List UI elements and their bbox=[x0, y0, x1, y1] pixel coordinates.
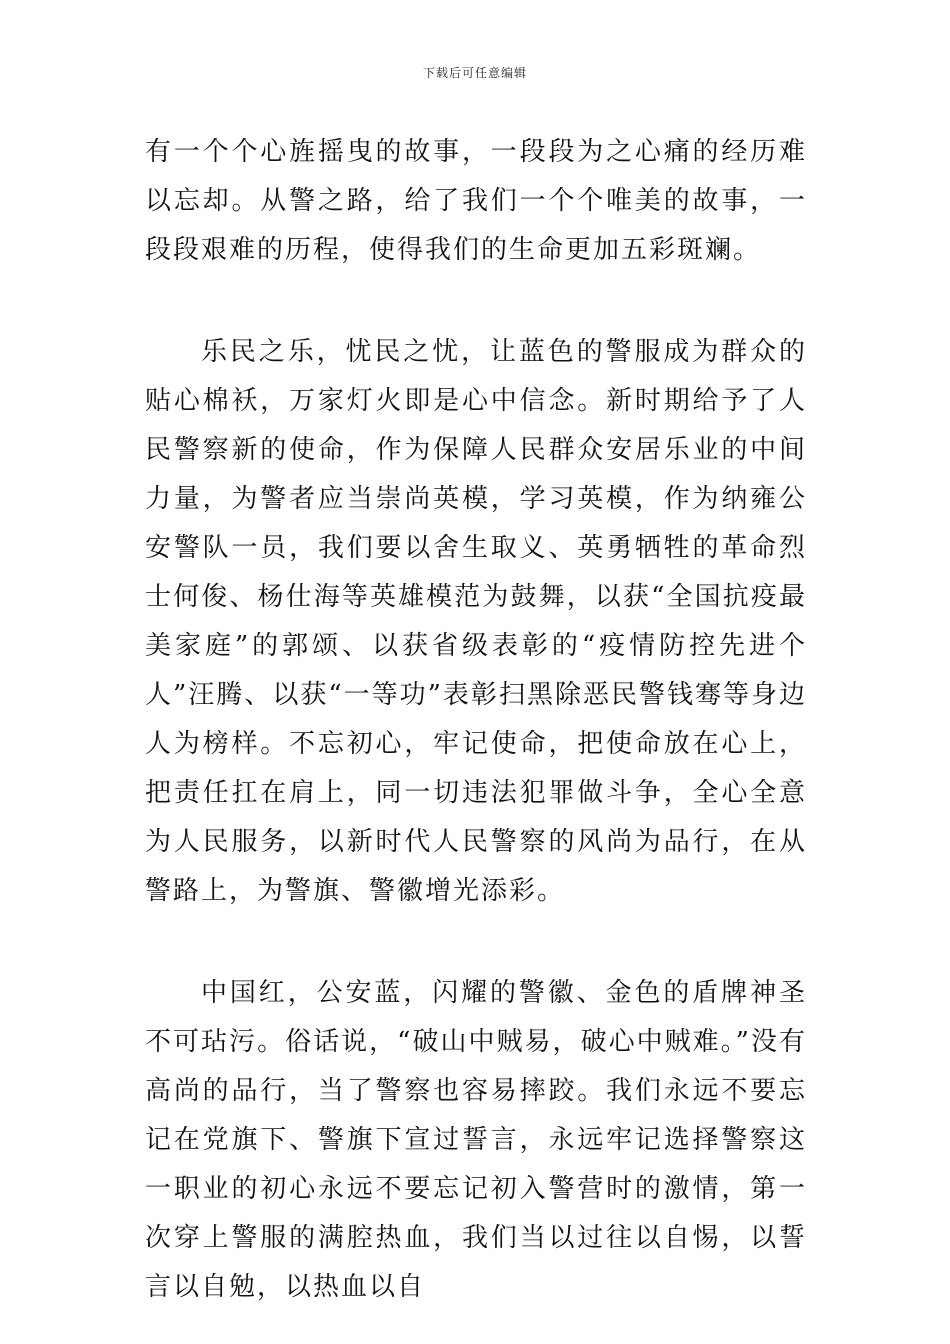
paragraph-2: 乐民之乐，忧民之忧，让蓝色的警服成为群众的贴心棉袄，万家灯火即是心中信念。新时期给予了人民警察新的使命，作为保障人民群众安居乐业的中间力量，为警者应当崇尚英模，学习英模，作为纳雍公安警队一员，我们要以舍生取义、英勇牺牲的革命烈士何俊、杨仕海等英雄模范为鼓舞，以获“全国抗疫最美家庭”的郭颂、以获省级表彰的“疫情防控先进个人”汪腾、以获“一等功”表彰扫黑除恶民警钱骞等身边人为榜样。不忘初心，牢记使命，把使命放在心上，把责任扛在肩上，同一切违法犯罪做斗争，全心全意为人民服务，以新时代人民警察的风尚为品行，在从警路上，为警旗、警徽增光添彩。 bbox=[145, 337, 807, 906]
header-note: 下载后可任意编辑 bbox=[422, 66, 527, 80]
paragraph-1: 有一个个心旌摇曳的故事，一段段为之心痛的经历难以忘却。从警之路，给了我们一个个唯美的故事，一段段艰难的历程，使得我们的生命更加五彩斑斓。 bbox=[145, 137, 807, 265]
paragraph-3: 中国红，公安蓝，闪耀的警徽、金色的盾牌神圣不可玷污。俗话说，“破山中贼易，破心中贼难。”没有高尚的品行，当了警察也容易摔跤。我们永远不要忘记在党旗下、警旗下宣过誓言，永远牢记选择警察这一职业的初心永远不要忘记初入警营时的激情，第一次穿上警服的满腔热血，我们当以过往以自惕，以誓言以自勉，以热血以自 bbox=[145, 978, 807, 1302]
document-body bbox=[145, 128, 807, 1312]
